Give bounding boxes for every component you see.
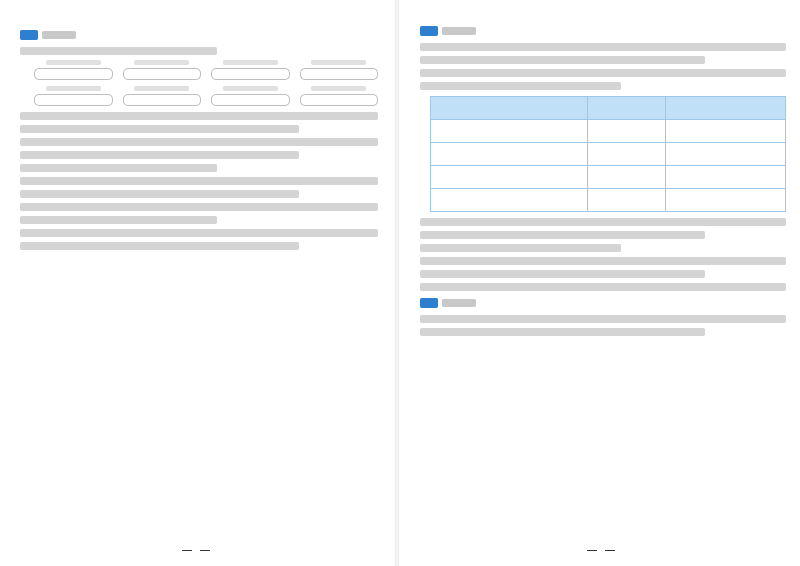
text-line	[20, 242, 299, 250]
answer-cell[interactable]	[300, 86, 379, 106]
answer-cell[interactable]	[123, 60, 202, 80]
answer-grid	[34, 60, 378, 106]
text-line	[420, 315, 786, 323]
text-line	[420, 43, 786, 51]
text-line	[20, 229, 378, 237]
question-line	[420, 244, 621, 252]
answer-cell[interactable]	[300, 60, 379, 80]
text-line	[20, 138, 378, 146]
question-line	[420, 82, 621, 90]
section-header	[420, 296, 786, 310]
book-gutter	[395, 0, 399, 566]
section-header	[420, 24, 786, 38]
text-line	[420, 218, 786, 226]
text-line	[420, 69, 786, 77]
text-line	[20, 151, 299, 159]
section-title	[442, 27, 476, 35]
answer-table	[430, 96, 786, 212]
text-line	[20, 177, 378, 185]
table-row	[431, 142, 785, 165]
answer-cell[interactable]	[34, 60, 113, 80]
answer-cell[interactable]	[34, 86, 113, 106]
section-title	[42, 31, 76, 39]
text-line	[420, 270, 705, 278]
section-tag-icon	[420, 298, 438, 308]
answer-cell[interactable]	[211, 60, 290, 80]
table-row	[431, 188, 785, 211]
right-page	[402, 0, 800, 566]
section-header	[20, 28, 378, 42]
text-line	[420, 283, 786, 291]
question-line	[20, 216, 217, 224]
table-row	[431, 165, 785, 188]
question-line	[20, 164, 217, 172]
text-line	[20, 190, 299, 198]
question-line	[20, 47, 217, 55]
table-header-row	[431, 97, 785, 119]
section-title	[442, 299, 476, 307]
section-tag-icon	[20, 30, 38, 40]
table-row	[431, 119, 785, 142]
text-line	[420, 328, 705, 336]
text-line	[420, 231, 705, 239]
text-line	[20, 125, 299, 133]
text-line	[20, 112, 378, 120]
text-line	[420, 257, 786, 265]
answer-cell[interactable]	[123, 86, 202, 106]
page-number	[0, 546, 392, 556]
page-number	[402, 546, 800, 556]
section-tag-icon	[420, 26, 438, 36]
answer-cell[interactable]	[211, 86, 290, 106]
left-page	[0, 0, 392, 566]
text-line	[420, 56, 705, 64]
text-line	[20, 203, 378, 211]
